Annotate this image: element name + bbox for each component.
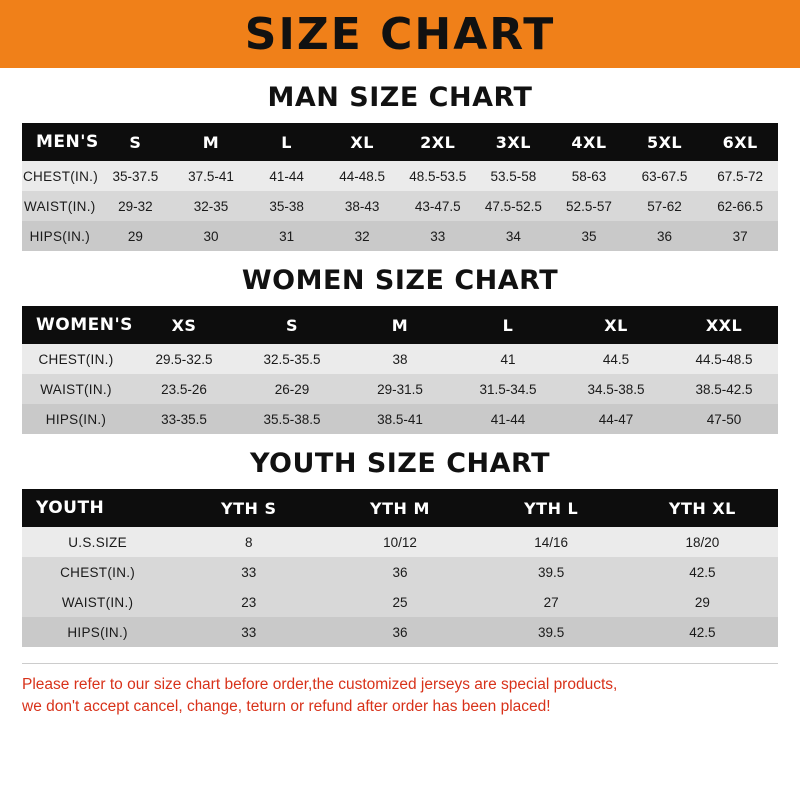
row-label: HIPS(IN.) — [29, 228, 91, 244]
row-label: WAIST(IN.) — [61, 594, 134, 610]
cell: 47-50 — [706, 411, 742, 427]
cell: 29-32 — [118, 198, 153, 214]
cell: 62-66.5 — [717, 198, 764, 214]
header-cell: XL — [604, 315, 628, 335]
cell: 67.5-72 — [717, 168, 764, 184]
cell: 32-35 — [193, 198, 229, 214]
table-row — [22, 617, 778, 647]
cell: 37 — [732, 228, 748, 244]
cell: 48.5-53.5 — [409, 168, 467, 184]
cell: 35 — [581, 228, 597, 244]
table-row — [22, 161, 778, 191]
cell: 29.5-32.5 — [155, 351, 213, 367]
section-title-women: WOMEN SIZE CHART — [241, 265, 559, 296]
cell: 27 — [543, 594, 559, 610]
row-label: CHEST(IN.) — [23, 168, 98, 184]
cell: 18/20 — [685, 534, 720, 550]
women-size-table — [22, 306, 778, 434]
row-label: CHEST(IN.) — [38, 351, 114, 367]
cell: 39.5 — [538, 564, 565, 580]
section-women — [22, 265, 778, 434]
cell: 26-29 — [274, 381, 310, 397]
header-cell: M — [202, 132, 220, 152]
cell: 36 — [392, 564, 408, 580]
row-label: HIPS(IN.) — [45, 411, 107, 427]
cell: 10/12 — [383, 534, 417, 550]
table-header-row — [22, 123, 778, 161]
cell: 63-67.5 — [641, 168, 688, 184]
header-cell: 4XL — [571, 132, 607, 152]
table-row — [22, 557, 778, 587]
cell: 33 — [241, 624, 257, 640]
cell: 35.5-38.5 — [263, 411, 321, 427]
table-row — [22, 191, 778, 221]
section-men — [22, 82, 778, 251]
cell: 41-44 — [269, 168, 304, 184]
cell: 53.5-58 — [490, 168, 537, 184]
cell: 31 — [279, 228, 295, 244]
table-row — [22, 374, 778, 404]
cell: 41-44 — [490, 411, 526, 427]
men-size-table — [22, 123, 778, 251]
order-notice — [22, 663, 778, 719]
cell: 23.5-26 — [161, 381, 207, 397]
cell: 33-35.5 — [161, 411, 207, 427]
header-cell: MEN'S — [36, 132, 99, 152]
cell: 38.5-41 — [377, 411, 423, 427]
cell: 36 — [657, 228, 673, 244]
cell: 34.5-38.5 — [587, 381, 645, 397]
cell: 52.5-57 — [566, 198, 612, 214]
cell: 29-31.5 — [377, 381, 423, 397]
page-banner — [0, 0, 800, 68]
cell: 39.5 — [538, 624, 565, 640]
table-row — [22, 221, 778, 251]
header-cell: YTH M — [370, 498, 430, 518]
row-label: CHEST(IN.) — [60, 564, 136, 580]
cell: 38-43 — [344, 198, 380, 214]
cell: 25 — [392, 594, 408, 610]
header-cell: YTH S — [221, 498, 277, 518]
table-row — [22, 404, 778, 434]
notice-line-1: Please refer to our size chart before order,the customized jerseys are special products, — [22, 676, 618, 693]
cell: 23 — [241, 594, 257, 610]
cell: 30 — [203, 228, 219, 244]
row-label: HIPS(IN.) — [67, 624, 128, 640]
cell: 34 — [505, 228, 521, 244]
header-cell: WOMEN'S — [36, 315, 133, 335]
cell: 29 — [127, 228, 143, 244]
cell: 32 — [354, 228, 370, 244]
cell: 36 — [392, 624, 408, 640]
page-title: SIZE CHART — [244, 8, 556, 60]
header-cell: 3XL — [495, 132, 531, 152]
table-header-row — [22, 306, 778, 344]
table-row — [22, 527, 778, 557]
cell: 33 — [241, 564, 257, 580]
cell: 42.5 — [689, 564, 716, 580]
table-header-row — [22, 489, 778, 527]
cell: 43-47.5 — [414, 198, 461, 214]
cell: 44-48.5 — [339, 168, 386, 184]
header-cell: L — [502, 315, 514, 335]
header-cell: YOUTH — [36, 498, 105, 518]
cell: 44.5 — [602, 351, 630, 367]
cell: 38.5-42.5 — [695, 381, 753, 397]
section-title-men: MAN SIZE CHART — [267, 82, 533, 113]
header-cell: 6XL — [722, 132, 758, 152]
cell: 58-63 — [571, 168, 607, 184]
cell: 14/16 — [534, 534, 569, 550]
header-cell: YTH XL — [668, 498, 736, 518]
header-cell: XXL — [705, 315, 743, 335]
table-row — [22, 587, 778, 617]
cell: 35-37.5 — [112, 168, 159, 184]
cell: 29 — [694, 594, 710, 610]
cell: 31.5-34.5 — [479, 381, 537, 397]
header-cell: M — [391, 315, 409, 335]
header-cell: XS — [171, 315, 197, 335]
cell: 42.5 — [689, 624, 716, 640]
cell: 33 — [430, 228, 446, 244]
row-label: WAIST(IN.) — [24, 198, 96, 214]
cell: 44-47 — [598, 411, 634, 427]
header-cell: 2XL — [420, 132, 456, 152]
cell: 32.5-35.5 — [263, 351, 321, 367]
section-youth — [22, 448, 778, 647]
section-title-youth: YOUTH SIZE CHART — [249, 448, 551, 479]
notice-line-2: we don't accept cancel, change, teturn or refund after order has been placed! — [22, 698, 551, 716]
cell: 41 — [500, 351, 516, 367]
header-cell: S — [129, 132, 142, 152]
cell: 8 — [245, 534, 253, 550]
cell: 57-62 — [647, 198, 682, 214]
cell: 44.5-48.5 — [695, 351, 753, 367]
cell: 37.5-41 — [188, 168, 234, 184]
row-label: WAIST(IN.) — [40, 381, 112, 397]
youth-size-table — [22, 489, 778, 647]
header-cell: L — [281, 132, 292, 152]
header-cell: XL — [350, 132, 374, 152]
cell: 47.5-52.5 — [484, 198, 542, 214]
row-label: U.S.SIZE — [68, 534, 127, 550]
table-row — [22, 344, 778, 374]
chart-content — [0, 82, 800, 719]
header-cell: S — [285, 315, 299, 335]
cell: 38 — [392, 351, 408, 367]
header-cell: YTH L — [524, 498, 579, 518]
cell: 35-38 — [269, 198, 304, 214]
header-cell: 5XL — [646, 132, 683, 152]
